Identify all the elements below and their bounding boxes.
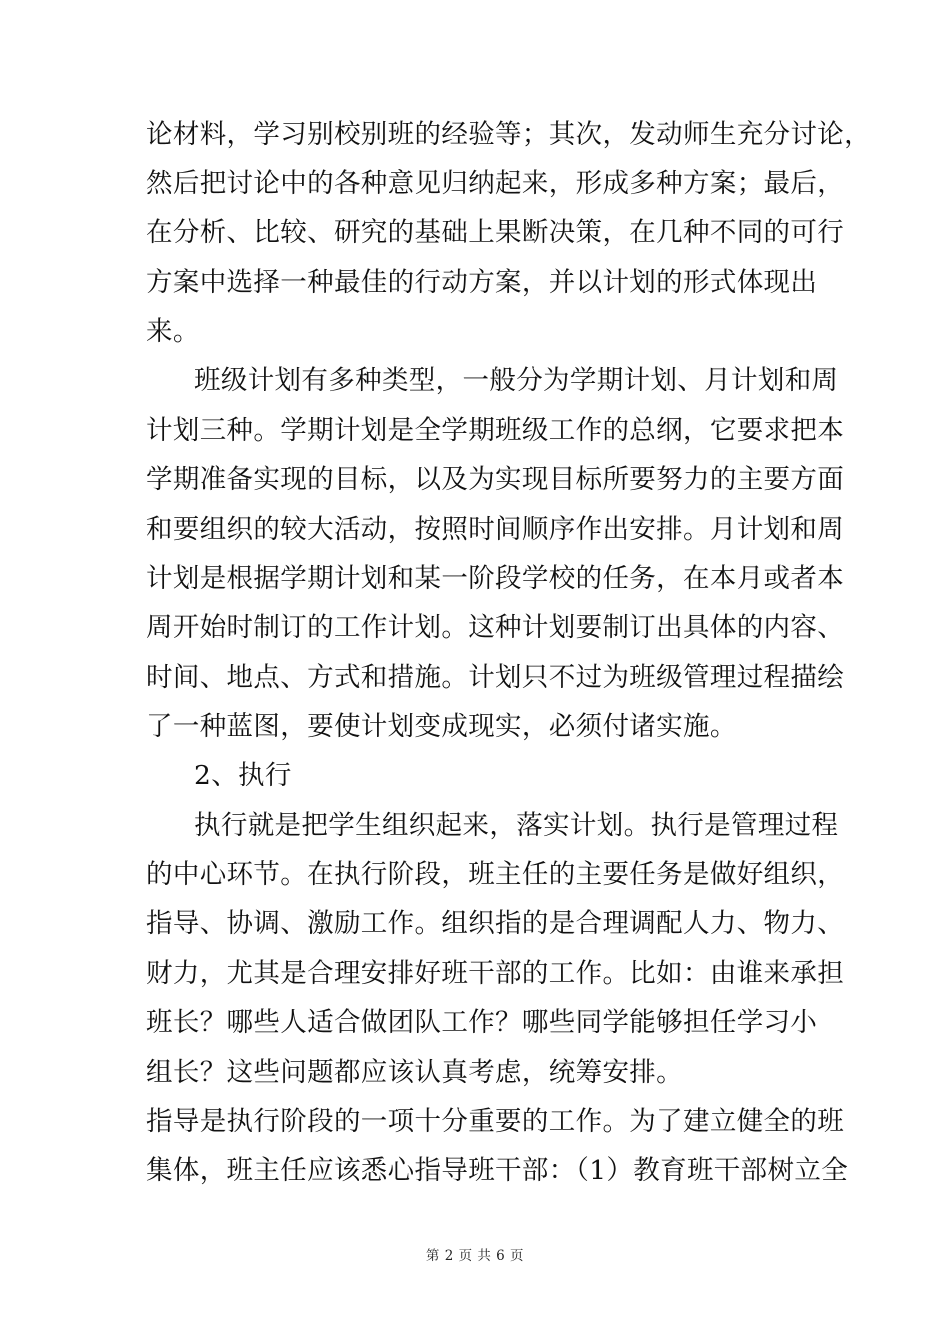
text-line: 计划三种。学期计划是全学期班级工作的总纲，它要求把本 xyxy=(146,415,845,446)
text-line: 和要组织的较大活动，按照时间顺序作出安排。月计划和周 xyxy=(146,514,845,545)
text-line: 论材料，学习别校别班的经验等；其次，发动师生充分讨论， xyxy=(146,119,871,150)
text-line: 然后把讨论中的各种意见归纳起来，形成多种方案；最后， xyxy=(146,168,845,199)
section-heading: 2、执行 xyxy=(194,760,292,791)
text-line: 来。 xyxy=(146,316,200,347)
text-line: 周开始时制订的工作计划。这种计划要制订出具体的内容、 xyxy=(146,612,845,643)
paragraph-first-line: 指导是执行阶段的一项十分重要的工作。为了建立健全的班 xyxy=(146,1106,845,1137)
text-line: 方案中选择一种最佳的行动方案，并以计划的形式体现出 xyxy=(146,267,818,298)
page-footer: 第 2 页 共 6 页 xyxy=(425,1248,525,1264)
text-line: 学期准备实现的目标，以及为实现目标所要努力的主要方面 xyxy=(146,464,845,495)
text-line: 财力，尤其是合理安排好班干部的工作。比如：由谁来承担 xyxy=(146,958,845,989)
paragraph-first-line: 执行就是把学生组织起来，落实计划。执行是管理过程 xyxy=(194,810,839,841)
paragraph-first-line: 班级计划有多种类型，一般分为学期计划、月计划和周 xyxy=(194,365,839,396)
text-line: 组长？这些问题都应该认真考虑，统筹安排。 xyxy=(146,1057,683,1088)
text-line: 在分析、比较、研究的基础上果断决策，在几种不同的可行 xyxy=(146,217,845,248)
text-line: 计划是根据学期计划和某一阶段学校的任务，在本月或者本 xyxy=(146,563,845,594)
text-line: 班长？哪些人适合做团队工作？哪些同学能够担任学习小 xyxy=(146,1007,818,1038)
text-line: 了一种蓝图，要使计划变成现实，必须付诸实施。 xyxy=(146,711,737,742)
text-line: 指导、协调、激励工作。组织指的是合理调配人力、物力、 xyxy=(146,908,845,939)
text-line: 时间、地点、方式和措施。计划只不过为班级管理过程描绘 xyxy=(146,662,845,693)
text-line: 集体，班主任应该悉心指导班干部：（1）教育班干部树立全 xyxy=(146,1155,849,1186)
text-line: 的中心环节。在执行阶段，班主任的主要任务是做好组织， xyxy=(146,859,845,890)
